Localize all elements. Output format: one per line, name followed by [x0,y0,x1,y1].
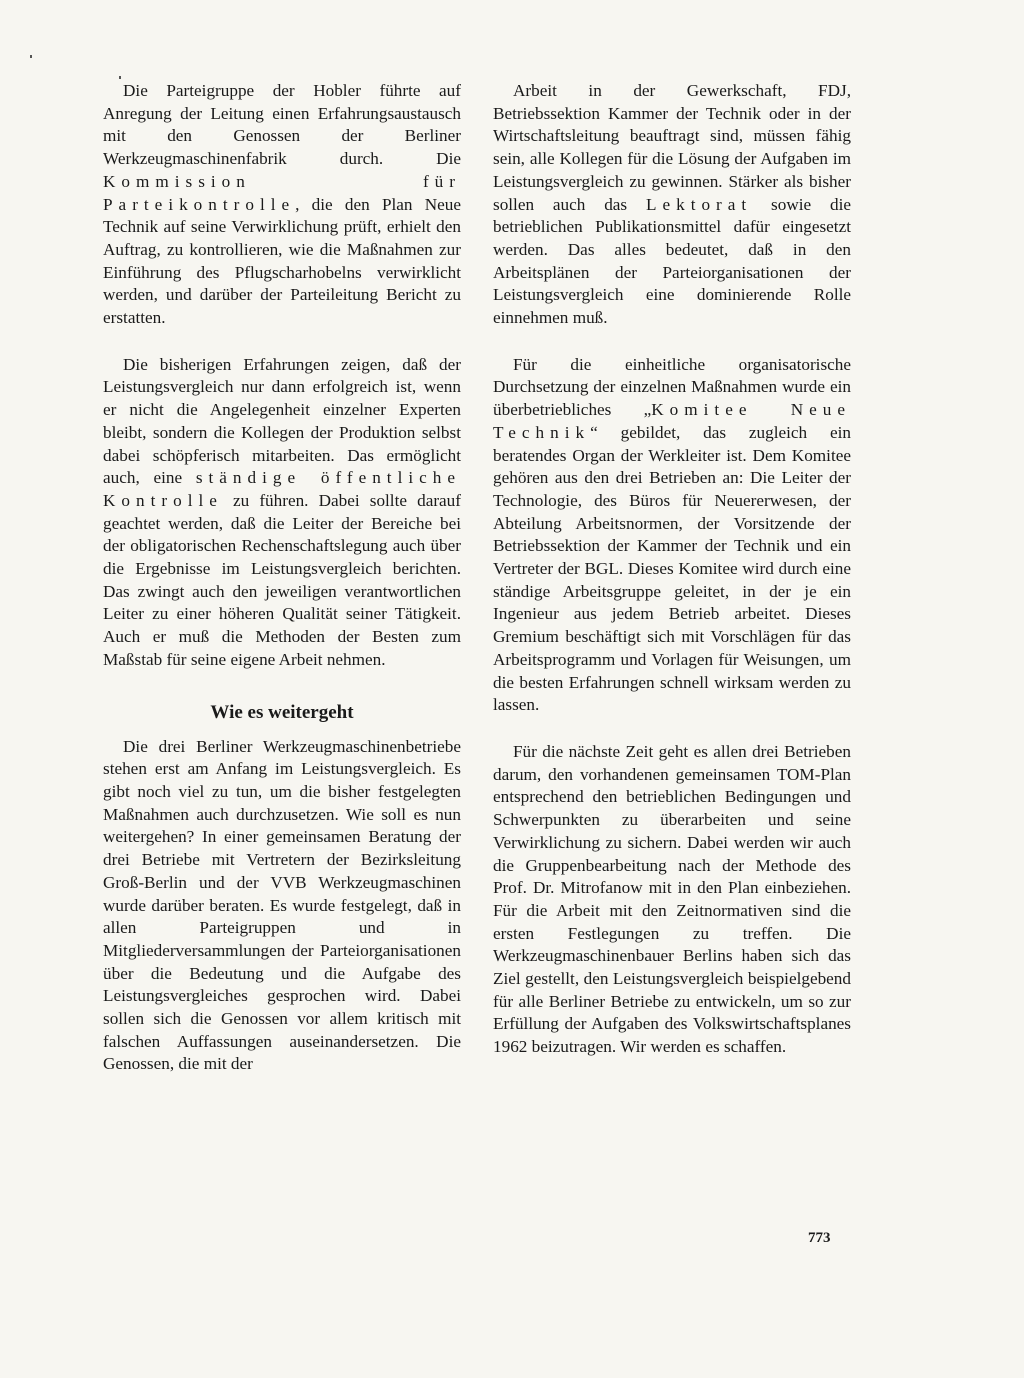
left-column [103,80,461,1100]
paragraph-text: , die den Plan Neue Technik auf seine Verwirklichung prüft, erhielt den Auftrag, zu kontrollieren, wie die Maßnahmen zur Einführung des Pflugscharhobelns verwirklicht werden, und darüber der Parteileitung Bericht zu erstatten. [103,194,461,328]
paragraph [493,354,851,717]
paragraph-text: sowie die betrieblichen Publikationsmittel dafür eingesetzt werden. Das alles bedeutet, daß in den Arbeitsplänen der Parteiorganisationen der Leistungsvergleich eine dominierende Rolle einnehmen muß. [493,194,851,328]
scan-speck [119,76,121,79]
paragraph: Für die nächste Zeit geht es allen drei Betrieben darum, den vorhandenen gemeinsamen TOM-Plan entsprechend den betrieblichen Bedingungen und Schwerpunkten zu überarbeiten und seine Verwirklichung zu sichern. Dabei werden wir auch die Gruppenbearbeitung nach der Methode des Prof. Dr. Mitrofanow mit in den Plan einbeziehen. Für die Arbeit mit den Zeitnormativen sind die ersten Festlegungen zu treffen. Die Werkzeugmaschinenbauer Berlins haben sich das Ziel gestellt, den Leistungsvergleich beispielgebend für alle Berliner Betriebe zu entwickeln, um so zur Erfüllung der Aufgaben des Volkswirtschaftsplanes 1962 beizutragen. Wir werden es schaffen. [493,741,851,1057]
paragraph-text: Arbeit in der Gewerkschaft, FDJ, Betriebssektion Kammer der Technik oder in der Wirtschaftsleitung beauftragt sind, müssen fähig sein, alle Kollegen für die Lösung der Aufgaben im Leistungsvergleich zu gewinnen. Stärker als bisher sollen auch das [493,81,851,214]
paragraph-text: Die bisherigen Erfahrungen zeigen, daß der Leistungsvergleich nur dann erfolgreich ist, wenn er nicht die Angelegenheit einzelner Experten bleibt, sondern die Kollegen der Produktion selbst dabei schöpferisch mitarbeiten. Das ermöglicht auch, eine [103,354,461,488]
scan-speck [30,55,32,58]
paragraph: Die drei Berliner Werkzeugmaschinenbetriebe stehen erst am Anfang im Leistungsvergleich. Es gibt noch viel zu tun, um die bisher festgelegten Maßnahmen auch durchzusetzen. Wie soll es nun weitergehen? In einer gemeinsamen Beratung der drei Betriebe mit Vertretern der Bezirksleitung Groß-Berlin und der VVB Werkzeugmaschinen wurde darüber beraten. Es wurde festgelegt, daß in allen Parteigruppen und in Mitgliederversammlungen der Parteiorganisationen über die Bedeutung und die Aufgabe des Leistungsvergleiches gesprochen wird. Dabei sollen sich die Genossen vor allem kritisch mit falschen Auffassungen auseinandersetzen. Die Genossen, die mit der [103,736,461,1074]
paragraph-text: Die Parteigruppe der Hobler führte auf Anregung der Leitung einen Erfahrungsaustausch mit den Genossen der Berliner Werkzeugmaschinenfabrik durch. Die [103,81,461,169]
paragraph [103,354,461,672]
section-heading: Wie es weitergeht [210,701,354,723]
spaced-emphasis: Kommission für Parteikontrolle [103,171,461,214]
page-number: 773 [808,1230,831,1246]
spaced-emphasis: ständige öffentliche Kontrolle [103,468,461,510]
paragraph [493,80,851,330]
right-column [493,80,851,1083]
spaced-emphasis: Komitee Neue Technik [493,400,851,442]
paragraph-text: “ gebildet, das zugleich ein beratendes Organ der Werkleiter ist. Dem Komitee gehören aus den drei Betrieben an: Die Leiter der Technologie, des Büros für Neuererwesen, der Abteilung Arbeitsnormen, der Vorsitzende der Betriebssektion der Kammer der Technik und ein Vertreter der BGL. Dieses Komitee wird durch eine ständige Arbeitsgruppe geleitet, in der je ein Ingenieur aus jedem Betrieb arbeitet. Dieses Gremium beschäftigt sich mit Vorschlägen für das Arbeitsprogramm und Vorlagen für Weisungen, um die besten Erfahrungen schnell wirksam werden zu lassen. [493,422,851,715]
paragraph-text: Für die einheitliche organisatorische Durchsetzung der einzelnen Maßnahmen wurde ein überbetriebliches „ [493,354,851,420]
spaced-emphasis: Lektorat [645,194,753,214]
paragraph-text: zu führen. Dabei sollte darauf geachtet werden, daß die Leiter der Bereiche bei der obligatorischen Rechenschaftslegung auch über die Ergebnisse im Leistungsvergleich berichten. Das zwingt auch den jeweiligen verantwortlichen Leiter zu einer höheren Qualität seiner Tätigkeit. Auch er muß die Methoden der Besten zum Maßstab für seine eigene Arbeit nehmen. [103,490,461,669]
paragraph [103,80,461,330]
